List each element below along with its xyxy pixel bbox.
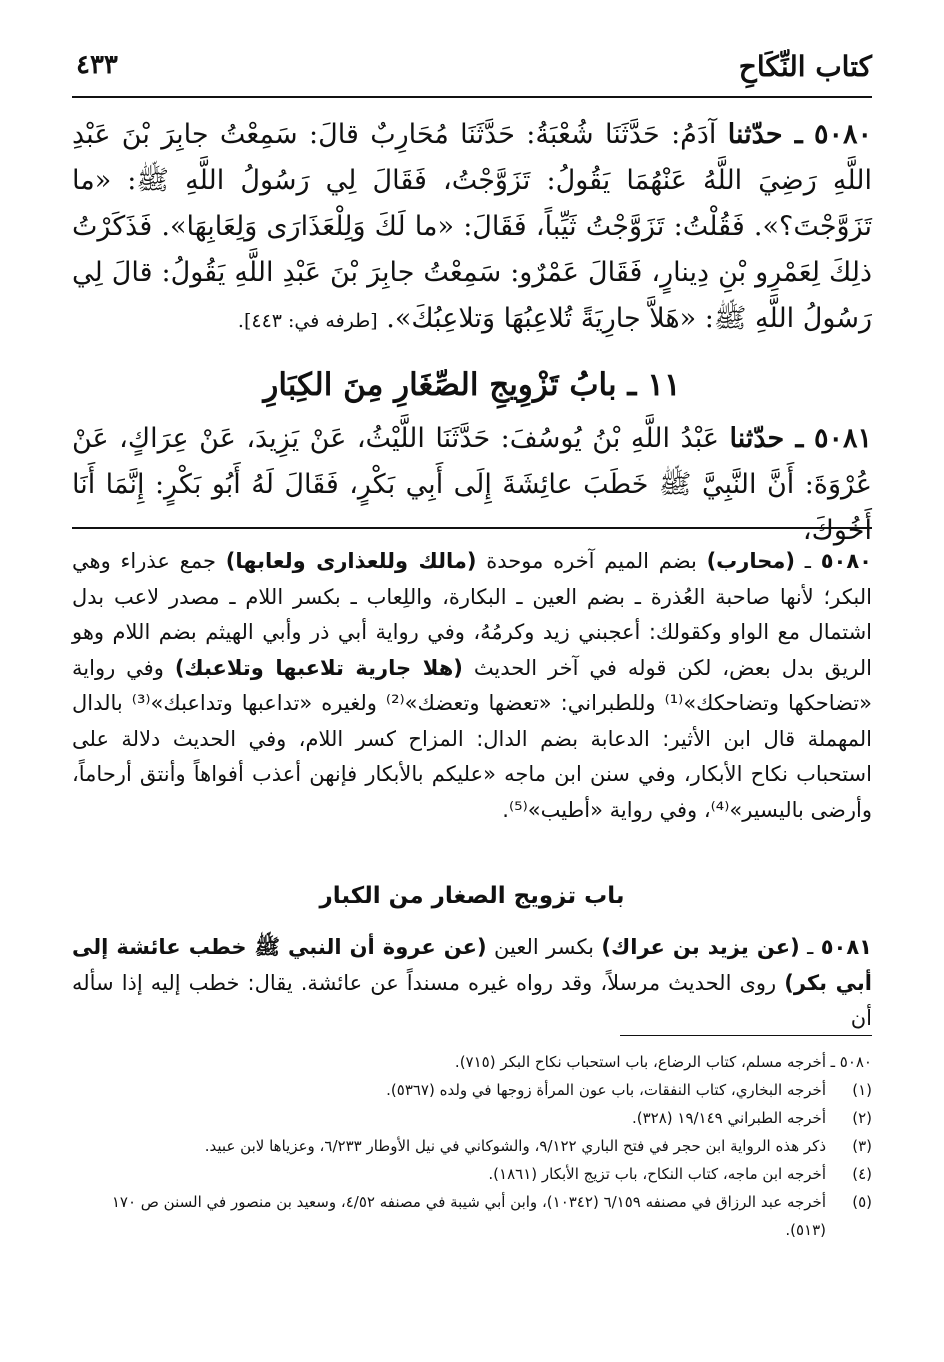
hadith-5081-paragraph xyxy=(72,416,872,554)
footnote-text: أخرجه البخاري، كتاب النفقات، باب عون المرأة زوجها في ولده (٥٣٦٧). xyxy=(386,1081,826,1099)
header-rule xyxy=(72,96,872,98)
commentary-paragraph: ٥٠٨١ ـ (عن يزيد بن عراك) بكسر العين (عن عروة أن النبي ﷺ خطب عائشة إلى أبي بكر) روى الحديث مرسلاً، وقد رواه غيره مسنداً عن عائشة. يقال: خطب إليه إذا سأله أن xyxy=(72,935,873,1030)
footnote xyxy=(72,1132,872,1160)
commentary-term: (محارب) xyxy=(706,549,795,573)
commentary-term: (عن عروة أن النبي ﷺ خطب عائشة إلى أبي بكر) xyxy=(72,935,872,995)
footnote xyxy=(72,1076,872,1104)
footnote xyxy=(72,1104,872,1132)
footnote-number: (١) xyxy=(852,1081,872,1099)
footnotes xyxy=(72,1048,872,1244)
commentary-5081 xyxy=(72,930,872,1037)
commentary-term: (هلا جارية تلاعبها وتلاعبك) xyxy=(174,655,463,680)
page-number: ٤٣٣ xyxy=(76,50,118,80)
commentary-paragraph: ٥٠٨٠ ـ (محارب) بضم الميم آخره موحدة (مالك وللعذارى ولعابها) جمع عذراء وهي البكر؛ لأنها صاحبة العُذرة ـ بضم العين ـ البكارة، واللِعاب ـ بكسر اللام ـ مصدر لاعب بدل اشتمال مع الواو وكقولك: أعجبني زيد وكرمُهُ، وفي رواية أبي ذر وأبي الهيثم بضم اللام وهو الريق بدل بعض، لكن قوله في آخر الحديث (هلا جارية تلاعبها وتلاعبك) وفي رواية «تضاحكها وتضاحكك»⁽¹⁾ وللطبراني: «تعضها وتعضك»⁽²⁾ ولغيره «تداعبها وتداعبك»⁽³⁾ بالدال المهملة قال ابن الأثير: الدعابة بضم الدال: المزاح كسر اللام، وفي الحديث دلالة على استحباب نكاح الأبكار، وفي سنن ابن ماجه «عليكم بالأبكار فإنهن أعذب أفواهاً وأنتق أرحاماً، وأرضى باليسير»⁽⁴⁾، وفي رواية «أطيب»⁽⁵⁾. xyxy=(72,549,873,822)
footnote-number: (٢) xyxy=(852,1109,872,1127)
commentary-chapter-heading: باب تزويج الصغار من الكبار xyxy=(319,883,625,909)
hadith-5080 xyxy=(72,112,872,344)
footnote-rule xyxy=(620,1035,872,1036)
footnote-text: ذكر هذه الرواية ابن حجر في فتح الباري ٩/١٢٢، والشوكاني في نيل الأوطار ٦/٢٣٣، وعزياها لابن عبيد. xyxy=(204,1137,826,1155)
commentary-text: بكسر العين xyxy=(494,935,594,959)
section-separator xyxy=(72,527,872,529)
footnote-number: (٣) xyxy=(852,1137,872,1155)
commentary-5080 xyxy=(72,544,872,828)
chapter-heading: ١١ ـ بابُ تَزْوِيجِ الصِّغَارِ مِنَ الكِبَارِ xyxy=(263,367,681,403)
commentary-number: ٥٠٨٠ xyxy=(820,549,872,573)
hadith-number: ٥٠٨٠ xyxy=(813,119,872,150)
hadith-lead: ـ حدّثنا xyxy=(727,119,803,150)
hadith-5080-paragraph xyxy=(72,112,872,344)
commentary-number: ٥٠٨١ xyxy=(820,935,873,959)
commentary-text: بضم الميم آخره موحدة xyxy=(486,549,697,573)
footnote xyxy=(72,1048,872,1076)
commentary-text: وفي رواية «تضاحكها وتضاحكك»⁽¹⁾ وللطبراني: «تعضها وتعضك»⁽²⁾ ولغيره «تداعبها وتداعبك»⁽³⁾ بالدال المهملة قال ابن الأثير: الدعابة بضم الدال: المزاح كسر اللام، وفي الحديث دلالة على استحباب نكاح الأبكار، وفي سنن ابن ماجه «عليكم بالأبكار فإنهن أعذب أفواهاً وأنتق أرحاماً، وأرضى باليسير»⁽⁴⁾، وفي رواية «أطيب»⁽⁵⁾. xyxy=(72,655,873,822)
commentary-text: روى الحديث مرسلاً، وقد رواه غيره مسنداً عن عائشة. يقال: خطب إليه إذا سأله أن xyxy=(72,970,872,1030)
hadith-text: عَبْدُ اللَّهِ بْنُ يُوسُفَ: حَدَّثَنَا اللَّيْثُ، عَنْ يَزِيدَ، عَنْ عِرَاكٍ، عَنْ عُرْوَةَ: أَنَّ النَّبِيَّ ﷺ خَطَبَ عائِشَةَ إِلَى أَبِي بَكْرٍ، فَقَالَ لَهُ أَبُو بَكْرٍ: إِنَّمَا أَنَا أَخُوكَ، xyxy=(72,423,872,546)
footnote xyxy=(72,1188,872,1244)
hadith-number: ٥٠٨١ xyxy=(813,423,872,454)
commentary-text: جمع عذراء وهي البكر؛ لأنها صاحبة العُذرة ـ بضم العين ـ البكارة، واللِعاب ـ بكسر اللام ـ مصدر لاعب بدل اشتمال مع الواو وكقولك: أعجبني زيد وكرمُهُ، وفي رواية أبي ذر وأبي الهيثم بضم اللام وهو الريق بدل بعض، لكن قوله في آخر الحديث xyxy=(72,549,872,680)
footnote-number: ٥٠٨٠ ـ xyxy=(830,1053,872,1071)
hadith-lead: ـ حدّثنا xyxy=(729,423,804,454)
page-header xyxy=(72,44,872,92)
footnote-number: (٤) xyxy=(852,1165,872,1183)
commentary-term: (عن يزيد بن عراك) xyxy=(601,935,800,959)
footnote-number: (٥) xyxy=(852,1193,872,1211)
footnote-text: أخرجه عبد الرزاق في مصنفه ٦/١٥٩ (١٠٣٤٢)، وابن أبي شيبة في مصنفه ٤/٥٢، وسعيد بن منصور في السنن ص ١٧٠ (٥١٣). xyxy=(111,1193,826,1239)
hadith-5081 xyxy=(72,416,872,554)
hadith-text: آدَمُ: حَدَّثَنَا شُعْبَةُ: حَدَّثَنَا مُحَارِبٌ قالَ: سَمِعْتُ جابِرَ بْنَ عَبْدِ اللَّهِ رَضِيَ اللَّهُ عَنْهُمَا يَقُولُ: تَزَوَّجْتُ، فَقَالَ لِي رَسُولُ اللَّهِ ﷺ: «ما تَزَوَّجْتَ؟». فَقُلْتُ: تَزَوَّجْتُ ثَيِّباً، فَقَالَ: «ما لَكَ وَلِلْعَذَارَى وَلِعَابِهَا». فَذَكَرْتُ ذلِكَ لِعَمْرِو بْنِ دِينارٍ، فَقَالَ عَمْرٌو: سَمِعْتُ جابِرَ بْنَ عَبْدِ اللَّهِ يَقُولُ: قالَ لِي رَسُولُ اللَّهِ ﷺ: «هَلاَّ جارِيَةً تُلاعِبُهَا وَتلاعِبُكَ». xyxy=(72,119,872,334)
footnote-text: أخرجه الطبراني ١٩/١٤٩ (٣٢٨). xyxy=(631,1109,826,1127)
footnote-text: أخرجه مسلم، كتاب الرضاع، باب استحباب نكاح البكر (٧١٥). xyxy=(454,1053,826,1071)
footnote-text: أخرجه ابن ماجه، كتاب النكاح، باب تزيج الأبكار (١٨٦١). xyxy=(488,1165,826,1183)
commentary-term: (مالك وللعذارى ولعابها) xyxy=(225,549,477,573)
footnote xyxy=(72,1160,872,1188)
running-chapter-title: كتاب النِّكَاحِ xyxy=(738,50,872,83)
hadith-reference: [طرفه في: ٤٤٣]. xyxy=(237,310,378,332)
